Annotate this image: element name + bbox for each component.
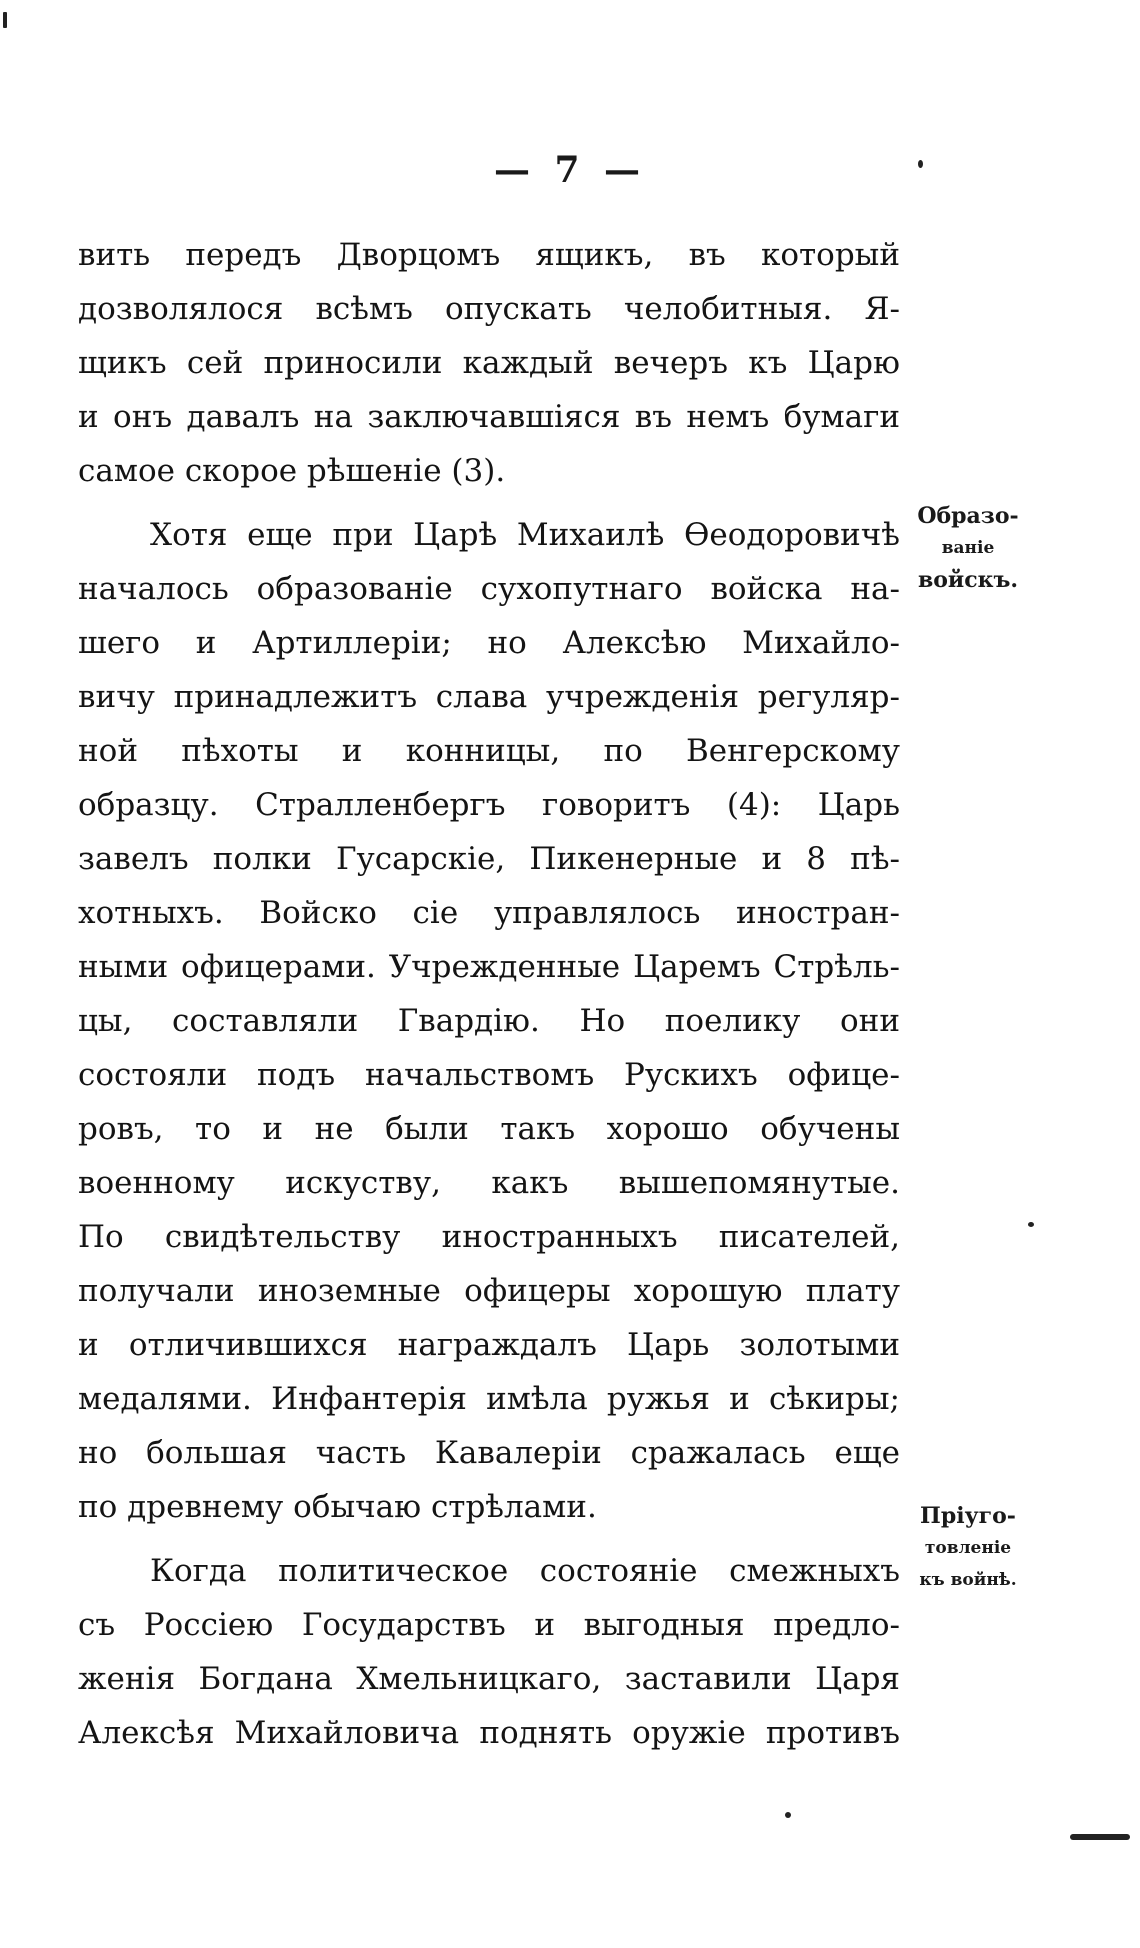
text-line: шего и Артиллеріи; но Алексѣю Михайло- xyxy=(78,625,900,661)
paragraph-3 xyxy=(78,1544,900,1760)
marginal-line: товленіе xyxy=(924,1538,1012,1558)
text-line: хотныхъ. Войско сіе управлялось иностран- xyxy=(78,895,900,931)
text-line: щикъ сей приносили каждый вечеръ къ Царю xyxy=(78,345,900,381)
text-line: состояли подъ начальствомъ Рускихъ офице- xyxy=(78,1057,900,1093)
marginal-note-army xyxy=(908,500,1028,596)
text-line: Хотя еще при Царѣ Михаилѣ Ѳеодоровичѣ xyxy=(150,517,900,553)
text-line: самое скорое рѣшеніе (3). xyxy=(78,453,506,489)
scan-speck xyxy=(918,160,923,168)
body-text xyxy=(78,228,900,1760)
marginal-line: войскъ. xyxy=(917,567,1019,593)
text-line: По свидѣтельству иностранныхъ писателей, xyxy=(78,1219,900,1255)
text-line: ной пѣхоты и конницы, по Венгерскому xyxy=(78,733,900,769)
text-line: началось образованіе сухопутнаго войска на- xyxy=(78,571,900,607)
text-line: дозволялося всѣмъ опускать челобитныя. Я- xyxy=(78,291,900,327)
text-line: и онъ давалъ на заключавшіяся въ немъ бумаги xyxy=(78,399,900,435)
scan-speck xyxy=(785,1812,791,1818)
text-line: ными офицерами. Учрежденные Царемъ Стрѣль- xyxy=(78,949,900,985)
text-line: вичу принадлежитъ слава учрежденія регуляр- xyxy=(78,679,900,715)
text-line: ровъ, то и не были такъ хорошо обучены xyxy=(78,1111,900,1147)
marginal-note-war xyxy=(908,1500,1028,1596)
text-line: цы, составляли Гвардію. Но поелику они xyxy=(78,1003,900,1039)
marginal-line: къ войнѣ. xyxy=(919,1570,1017,1590)
paragraph-1 xyxy=(78,228,900,498)
page-number: — 7 — xyxy=(493,149,647,191)
text-line: и отличившихся награждалъ Царь золотыми xyxy=(78,1327,900,1363)
scan-speck xyxy=(1028,1222,1034,1227)
marginal-line: Пріуго- xyxy=(920,1503,1016,1529)
text-line: образцу. Стралленбергъ говоритъ (4): Царь xyxy=(78,787,900,823)
text-line: съ Россіею Государствъ и выгодныя предло- xyxy=(78,1607,900,1643)
text-line: военному искуству, какъ вышепомянутые. xyxy=(78,1165,900,1201)
text-line: по древнему обычаю стрѣлами. xyxy=(78,1489,597,1525)
text-line: медалями. Инфантерія имѣла ружья и сѣкиры; xyxy=(78,1381,900,1417)
text-line: Алексѣя Михайловича поднять оружіе противъ xyxy=(78,1715,900,1751)
text-line: завелъ полки Гусарскіе, Пикенерные и 8 пѣ- xyxy=(78,841,900,877)
marginal-line: Образо- xyxy=(917,503,1019,529)
scan-speck xyxy=(1070,1834,1130,1840)
text-line: Когда политическое состояніе смежныхъ xyxy=(150,1553,900,1589)
marginal-line: ваніе xyxy=(941,538,995,558)
text-line: женія Богдана Хмельницкаго, заставили Царя xyxy=(78,1661,900,1697)
text-line: вить передъ Дворцомъ ящикъ, въ который xyxy=(78,237,900,273)
scan-speck xyxy=(3,12,7,28)
text-line: но большая часть Кавалеріи сражалась еще xyxy=(78,1435,900,1471)
paragraph-2 xyxy=(78,508,900,1534)
text-line: получали иноземные офицеры хорошую плату xyxy=(78,1273,900,1309)
